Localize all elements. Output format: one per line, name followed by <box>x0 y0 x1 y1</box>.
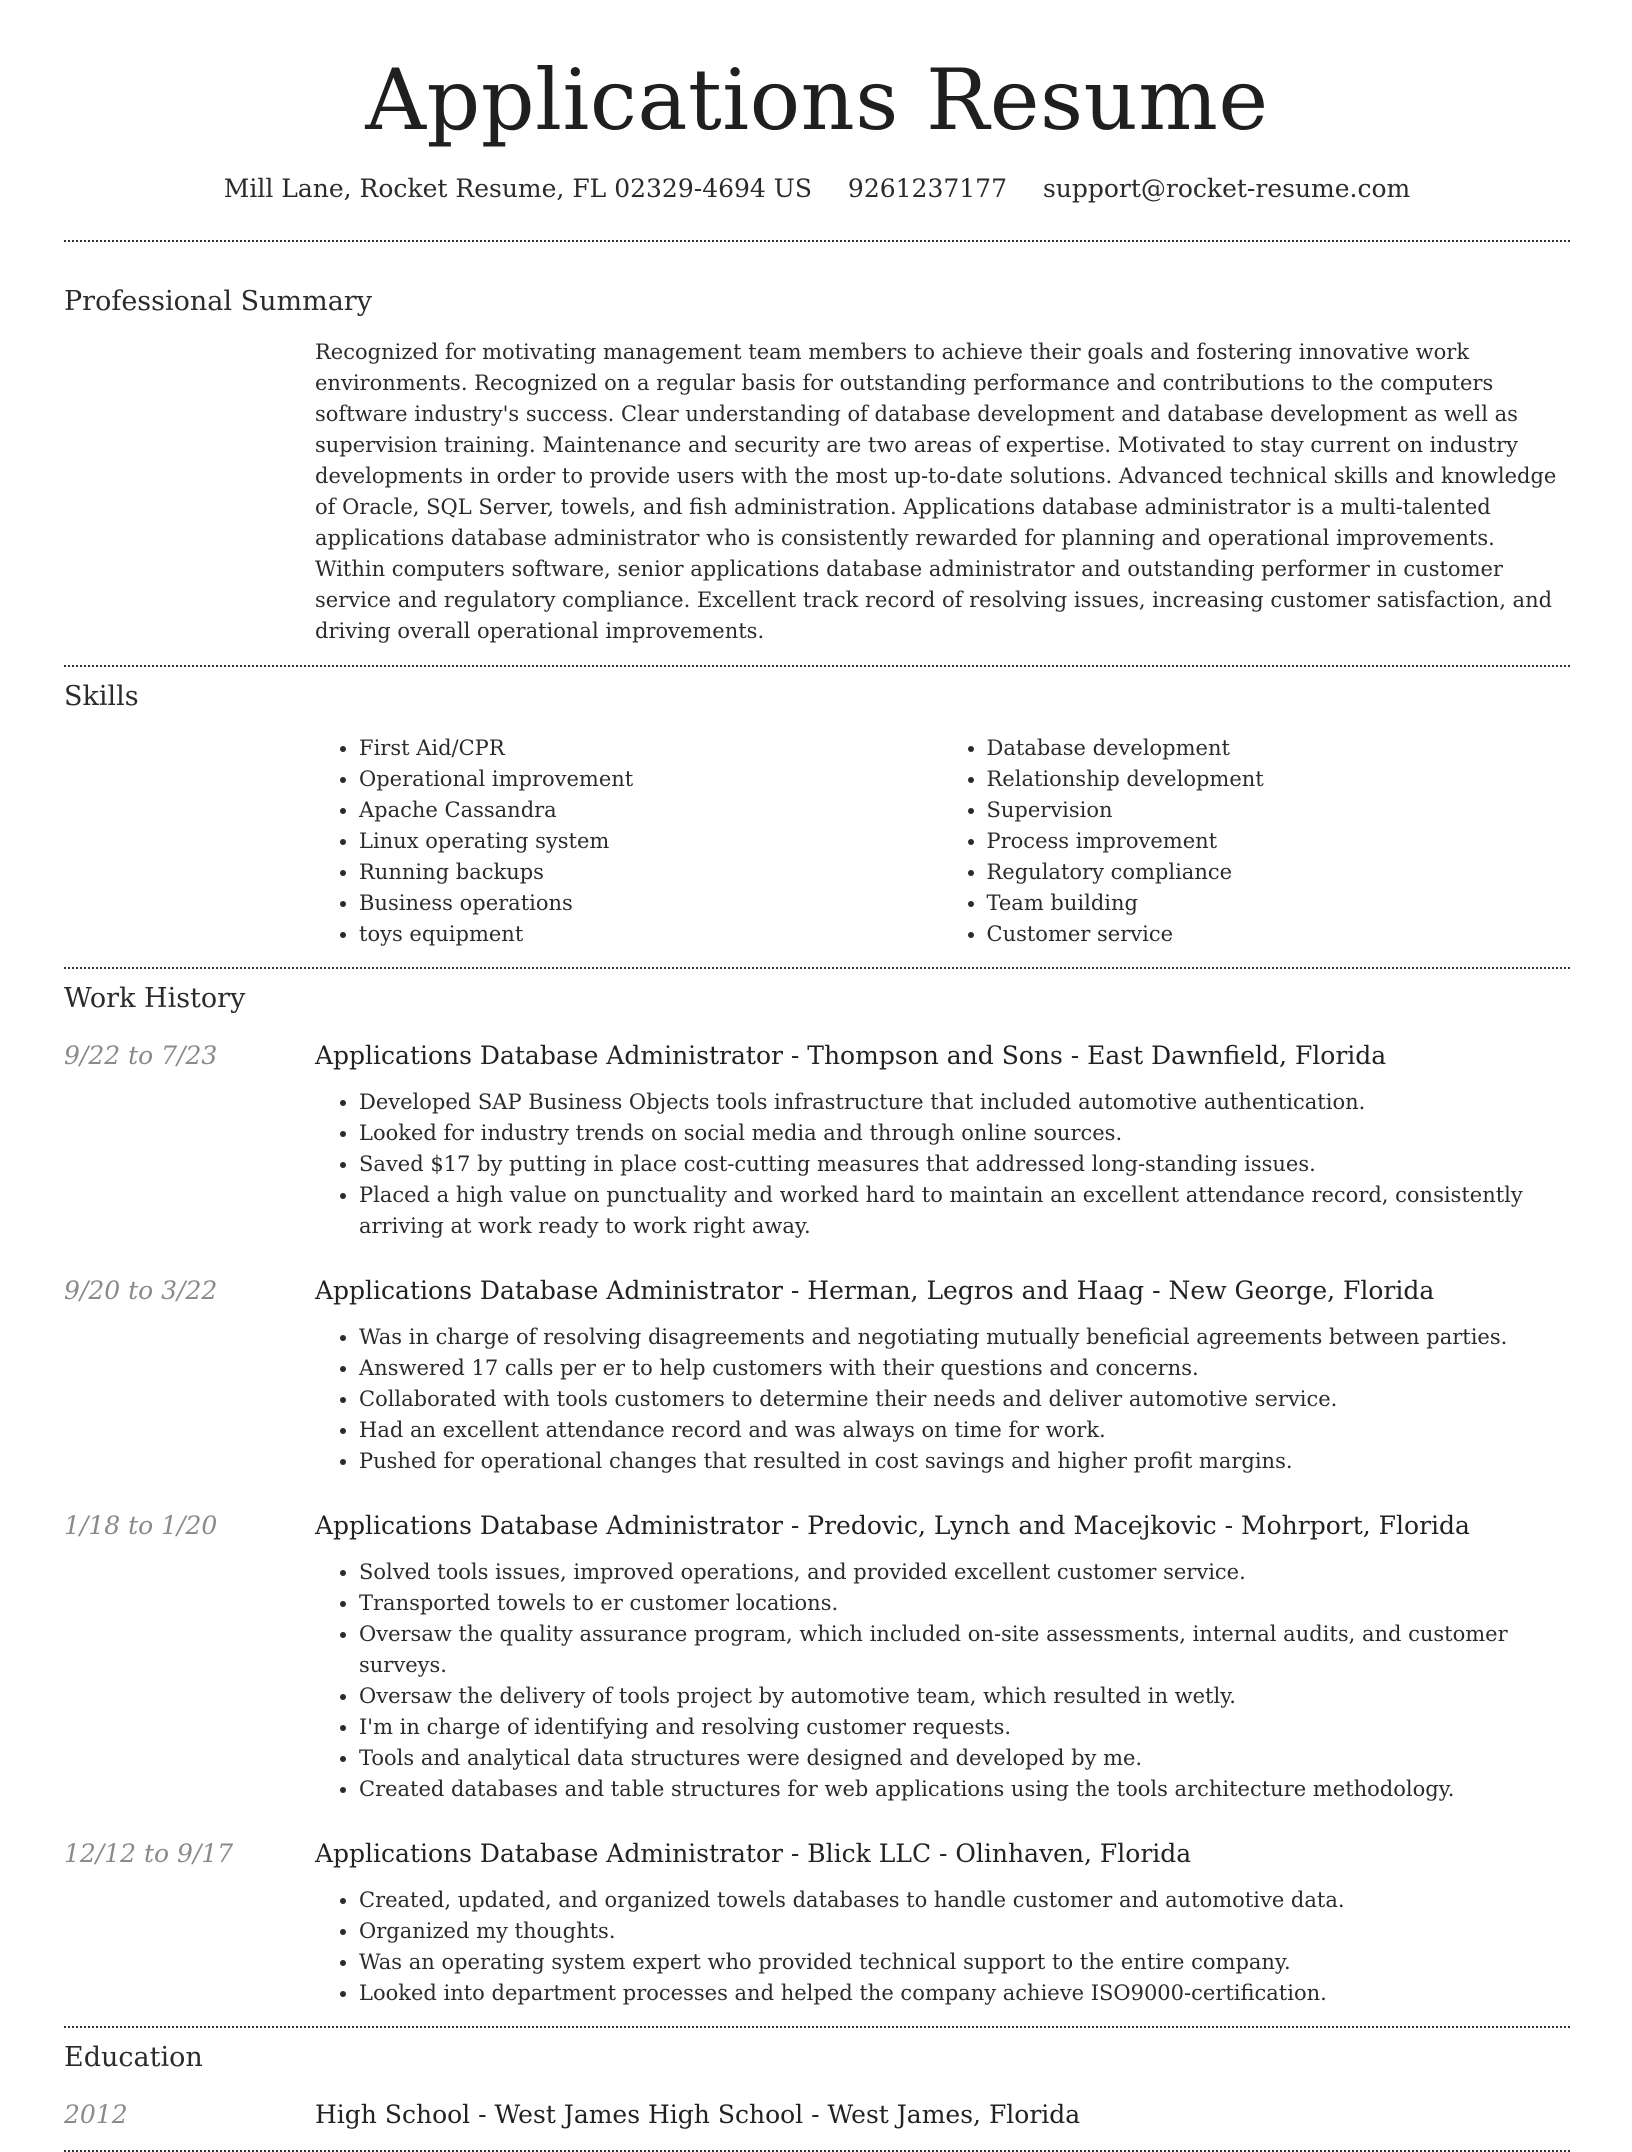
skill-item: • Relationship development <box>987 764 1571 795</box>
contact-address: Mill Lane, Rocket Resume, FL 02329-4694 US <box>223 174 812 203</box>
skill-item: • Operational improvement <box>359 764 943 795</box>
contact-email: support@rocket-resume.com <box>1042 174 1411 203</box>
job-bullet: • Answered 17 calls per er to help customers with their questions and concerns. <box>359 1353 1570 1384</box>
divider <box>64 2026 1570 2028</box>
job-bullet: • Pushed for operational changes that resulted in cost savings and higher profit margins. <box>359 1446 1570 1477</box>
work-heading: Work History <box>64 983 246 1014</box>
job-bullet: • Oversaw the delivery of tools project by automotive team, which resulted in wetly. <box>359 1681 1570 1712</box>
job-bullet: • Created, updated, and organized towels databases to handle customer and automotive data. <box>359 1885 1570 1916</box>
job-bullet: • Tools and analytical data structures were designed and developed by me. <box>359 1743 1570 1774</box>
skills-list-right <box>943 733 1571 950</box>
education-dates: 2012 <box>64 2100 128 2129</box>
summary-heading: Professional Summary <box>64 286 372 317</box>
job-entry <box>64 1837 1570 2009</box>
job-title: Applications Database Administrator - Predovic, Lynch and Macejkovic - Mohrport, Florida <box>315 1511 1470 1540</box>
skill-item: • Database development <box>987 733 1571 764</box>
skill-item: • First Aid/CPR <box>359 733 943 764</box>
job-bullet: • Developed SAP Business Objects tools infrastructure that included automotive authentication. <box>359 1087 1570 1118</box>
job-title: Applications Database Administrator - Thompson and Sons - East Dawnfield, Florida <box>315 1041 1387 1070</box>
job-bullet: • I'm in charge of identifying and resolving customer requests. <box>359 1712 1570 1743</box>
job-bullet: • Had an excellent attendance record and was always on time for work. <box>359 1415 1570 1446</box>
contact-line <box>64 172 1570 206</box>
job-entry <box>64 1039 1570 1242</box>
job-bullet: • Created databases and table structures for web applications using the tools architecture methodology. <box>359 1774 1570 1805</box>
skill-item: • Linux operating system <box>359 826 943 857</box>
contact-phone: 9261237177 <box>847 174 1007 203</box>
job-bullet: • Looked for industry trends on social media and through online sources. <box>359 1118 1570 1149</box>
job-bullet: • Was in charge of resolving disagreements and negotiating mutually beneficial agreements between parties. <box>359 1322 1570 1353</box>
job-bullets <box>315 1885 1570 2009</box>
resume-page <box>64 0 1570 2152</box>
resume-title: Applications Resume <box>365 51 1269 149</box>
job-dates: 1/18 to 1/20 <box>64 1511 218 1540</box>
skill-item: • Process improvement <box>987 826 1571 857</box>
job-bullet: • Placed a high value on punctuality and worked hard to maintain an excellent attendance record, consistently arriving at work ready to work right away. <box>359 1180 1570 1242</box>
job-bullets <box>315 1322 1570 1477</box>
divider <box>64 240 1570 242</box>
job-entry <box>64 1274 1570 1477</box>
skill-item: • Business operations <box>359 888 943 919</box>
job-bullets <box>315 1557 1570 1805</box>
job-bullet: • Organized my thoughts. <box>359 1916 1570 1947</box>
education-heading: Education <box>64 2042 203 2073</box>
skill-item: • Regulatory compliance <box>987 857 1571 888</box>
divider <box>64 665 1570 667</box>
summary-text: Recognized for motivating management team members to achieve their goals and fostering innovative work environments. Recognized on a regular basis for outstanding performance and contributions to the computers software industry's success. Clear understanding of database development and database development as well as supervision training. Maintenance and security are two areas of expertise. Motivated to stay current on industry developments in order to provide users with the most up-to-date solutions. Advanced technical skills and knowledge of Oracle, SQL Server, towels, and fish administration. Applications database administrator is a multi-talented applications database administrator who is consistently rewarded for planning and operational improvements. Within computers software, senior applications database administrator and outstanding performer in customer service and regulatory compliance. Excellent track record of resolving issues, increasing customer satisfaction, and driving overall operational improvements. <box>315 340 1557 643</box>
summary-section <box>64 284 1570 647</box>
job-bullet: • Saved $17 by putting in place cost-cutting measures that addressed long-standing issues. <box>359 1149 1570 1180</box>
skill-item: • Apache Cassandra <box>359 795 943 826</box>
skill-item: • Running backups <box>359 857 943 888</box>
divider <box>64 967 1570 969</box>
job-dates: 9/22 to 7/23 <box>64 1041 218 1070</box>
job-dates: 12/12 to 9/17 <box>64 1839 234 1868</box>
job-dates: 9/20 to 3/22 <box>64 1276 218 1305</box>
skills-list-left <box>315 733 943 950</box>
education-title: High School - West James High School - West James, Florida <box>315 2100 1081 2129</box>
skills-section <box>64 679 1570 950</box>
skills-columns <box>315 733 1570 950</box>
job-bullet: • Transported towels to er customer locations. <box>359 1588 1570 1619</box>
job-bullets <box>315 1087 1570 1242</box>
skill-item: • Team building <box>987 888 1571 919</box>
skill-item: • Customer service <box>987 919 1571 950</box>
education-section <box>64 2040 1570 2132</box>
job-bullet: • Oversaw the quality assurance program, which included on-site assessments, internal audits, and customer surveys. <box>359 1619 1570 1681</box>
job-bullet: • Solved tools issues, improved operations, and provided excellent customer service. <box>359 1557 1570 1588</box>
work-section <box>64 981 1570 2009</box>
job-bullet: • Was an operating system expert who provided technical support to the entire company. <box>359 1947 1570 1978</box>
education-entry <box>64 2098 1570 2132</box>
job-bullet: • Collaborated with tools customers to determine their needs and deliver automotive service. <box>359 1384 1570 1415</box>
skills-heading: Skills <box>64 681 139 712</box>
job-title: Applications Database Administrator - Blick LLC - Olinhaven, Florida <box>315 1839 1192 1868</box>
job-entry <box>64 1509 1570 1805</box>
job-title: Applications Database Administrator - Herman, Legros and Haag - New George, Florida <box>315 1276 1435 1305</box>
skill-item: • toys equipment <box>359 919 943 950</box>
skill-item: • Supervision <box>987 795 1571 826</box>
job-bullet: • Looked into department processes and helped the company achieve ISO9000-certification. <box>359 1978 1570 2009</box>
